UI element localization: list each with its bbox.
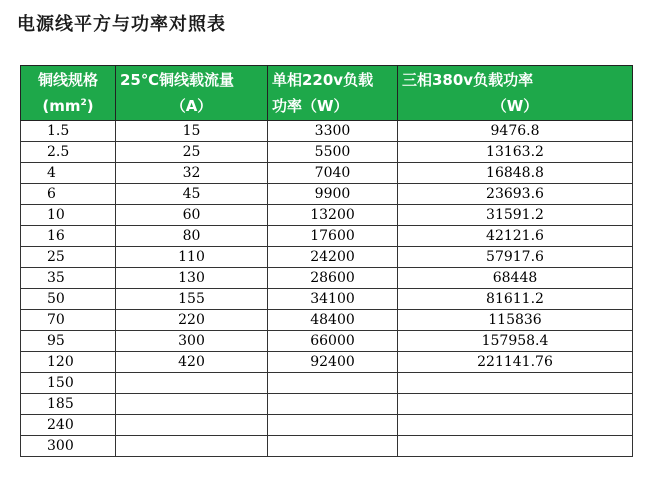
single-phase-power-cell xyxy=(268,373,398,394)
current-capacity-cell: 60 xyxy=(116,205,268,226)
wire-size-cell: 4 xyxy=(21,163,116,184)
current-capacity-cell: 130 xyxy=(116,268,268,289)
table-row xyxy=(21,352,633,373)
header-three-phase-line2: （W） xyxy=(491,97,539,115)
header-single-phase-line2: 功率（W） xyxy=(272,97,349,115)
single-phase-power-cell xyxy=(268,394,398,415)
three-phase-power-cell xyxy=(398,415,633,436)
three-phase-power-cell: 221141.76 xyxy=(398,352,633,373)
table-row xyxy=(21,226,633,247)
table-row xyxy=(21,163,633,184)
three-phase-power-cell: 16848.8 xyxy=(398,163,633,184)
current-capacity-cell: 155 xyxy=(116,289,268,310)
wire-size-cell: 2.5 xyxy=(21,142,116,163)
table-row xyxy=(21,205,633,226)
wire-size-cell: 25 xyxy=(21,247,116,268)
three-phase-power-cell: 42121.6 xyxy=(398,226,633,247)
three-phase-power-cell: 23693.6 xyxy=(398,184,633,205)
single-phase-power-cell: 13200 xyxy=(268,205,398,226)
single-phase-power-cell: 66000 xyxy=(268,331,398,352)
single-phase-power-cell: 28600 xyxy=(268,268,398,289)
table-row xyxy=(21,415,633,436)
wire-size-cell: 6 xyxy=(21,184,116,205)
wire-size-cell: 95 xyxy=(21,331,116,352)
single-phase-power-cell: 48400 xyxy=(268,310,398,331)
unit-post: ) xyxy=(86,97,94,115)
table-row xyxy=(21,247,633,268)
header-single-phase-line1: 单相220v负载 xyxy=(272,71,374,89)
table-row xyxy=(21,373,633,394)
current-capacity-cell: 15 xyxy=(116,121,268,142)
single-phase-power-cell: 3300 xyxy=(268,121,398,142)
wire-size-cell: 300 xyxy=(21,436,116,457)
table-row xyxy=(21,331,633,352)
wire-size-cell: 16 xyxy=(21,226,116,247)
current-capacity-cell: 300 xyxy=(116,331,268,352)
current-capacity-cell: 25 xyxy=(116,142,268,163)
current-capacity-cell: 45 xyxy=(116,184,268,205)
single-phase-power-cell: 5500 xyxy=(268,142,398,163)
single-phase-power-cell xyxy=(268,436,398,457)
wire-size-cell: 150 xyxy=(21,373,116,394)
wire-size-cell: 70 xyxy=(21,310,116,331)
current-capacity-cell: 32 xyxy=(116,163,268,184)
header-wire-size xyxy=(21,66,116,121)
current-capacity-cell: 80 xyxy=(116,226,268,247)
page-title: 电源线平方与功率对照表 xyxy=(17,14,226,35)
three-phase-power-cell: 31591.2 xyxy=(398,205,633,226)
single-phase-power-cell: 24200 xyxy=(268,247,398,268)
single-phase-power-cell: 9900 xyxy=(268,184,398,205)
table-row xyxy=(21,268,633,289)
single-phase-power-cell: 17600 xyxy=(268,226,398,247)
single-phase-power-cell xyxy=(268,415,398,436)
three-phase-power-cell: 13163.2 xyxy=(398,142,633,163)
header-current-capacity-line1: 25℃铜线载流量 xyxy=(120,71,235,89)
header-row xyxy=(21,66,633,121)
current-capacity-cell: 420 xyxy=(116,352,268,373)
current-capacity-cell xyxy=(116,415,268,436)
wire-size-cell: 240 xyxy=(21,415,116,436)
table-row xyxy=(21,310,633,331)
wire-size-cell: 1.5 xyxy=(21,121,116,142)
table-row xyxy=(21,184,633,205)
single-phase-power-cell: 7040 xyxy=(268,163,398,184)
table-row xyxy=(21,394,633,415)
header-three-phase-power xyxy=(398,66,633,121)
three-phase-power-cell: 81611.2 xyxy=(398,289,633,310)
three-phase-power-cell xyxy=(398,373,633,394)
current-capacity-cell: 220 xyxy=(116,310,268,331)
unit-pre: (mm xyxy=(42,97,81,115)
three-phase-power-cell: 115836 xyxy=(398,310,633,331)
table-row xyxy=(21,142,633,163)
table-row xyxy=(21,436,633,457)
wire-size-cell: 10 xyxy=(21,205,116,226)
wire-size-cell: 35 xyxy=(21,268,116,289)
wire-size-cell: 50 xyxy=(21,289,116,310)
header-current-capacity xyxy=(116,66,268,121)
current-capacity-cell: 110 xyxy=(116,247,268,268)
three-phase-power-cell: 68448 xyxy=(398,268,633,289)
header-single-phase-power xyxy=(268,66,398,121)
wire-size-cell: 120 xyxy=(21,352,116,373)
current-capacity-cell xyxy=(116,373,268,394)
unit-sup: 2 xyxy=(80,98,87,108)
current-capacity-cell xyxy=(116,394,268,415)
three-phase-power-cell xyxy=(398,436,633,457)
table-row xyxy=(21,121,633,142)
wire-size-cell: 185 xyxy=(21,394,116,415)
three-phase-power-cell: 157958.4 xyxy=(398,331,633,352)
current-capacity-cell xyxy=(116,436,268,457)
header-three-phase-line1: 三相380v负载功率 xyxy=(402,71,534,89)
three-phase-power-cell xyxy=(398,394,633,415)
header-wire-size-unit xyxy=(25,93,111,119)
header-current-capacity-line2: （A） xyxy=(170,97,213,115)
single-phase-power-cell: 34100 xyxy=(268,289,398,310)
three-phase-power-cell: 9476.8 xyxy=(398,121,633,142)
header-wire-size-line1: 铜线规格 xyxy=(37,71,98,89)
single-phase-power-cell: 92400 xyxy=(268,352,398,373)
table-row xyxy=(21,289,633,310)
power-table xyxy=(20,65,633,457)
three-phase-power-cell: 57917.6 xyxy=(398,247,633,268)
